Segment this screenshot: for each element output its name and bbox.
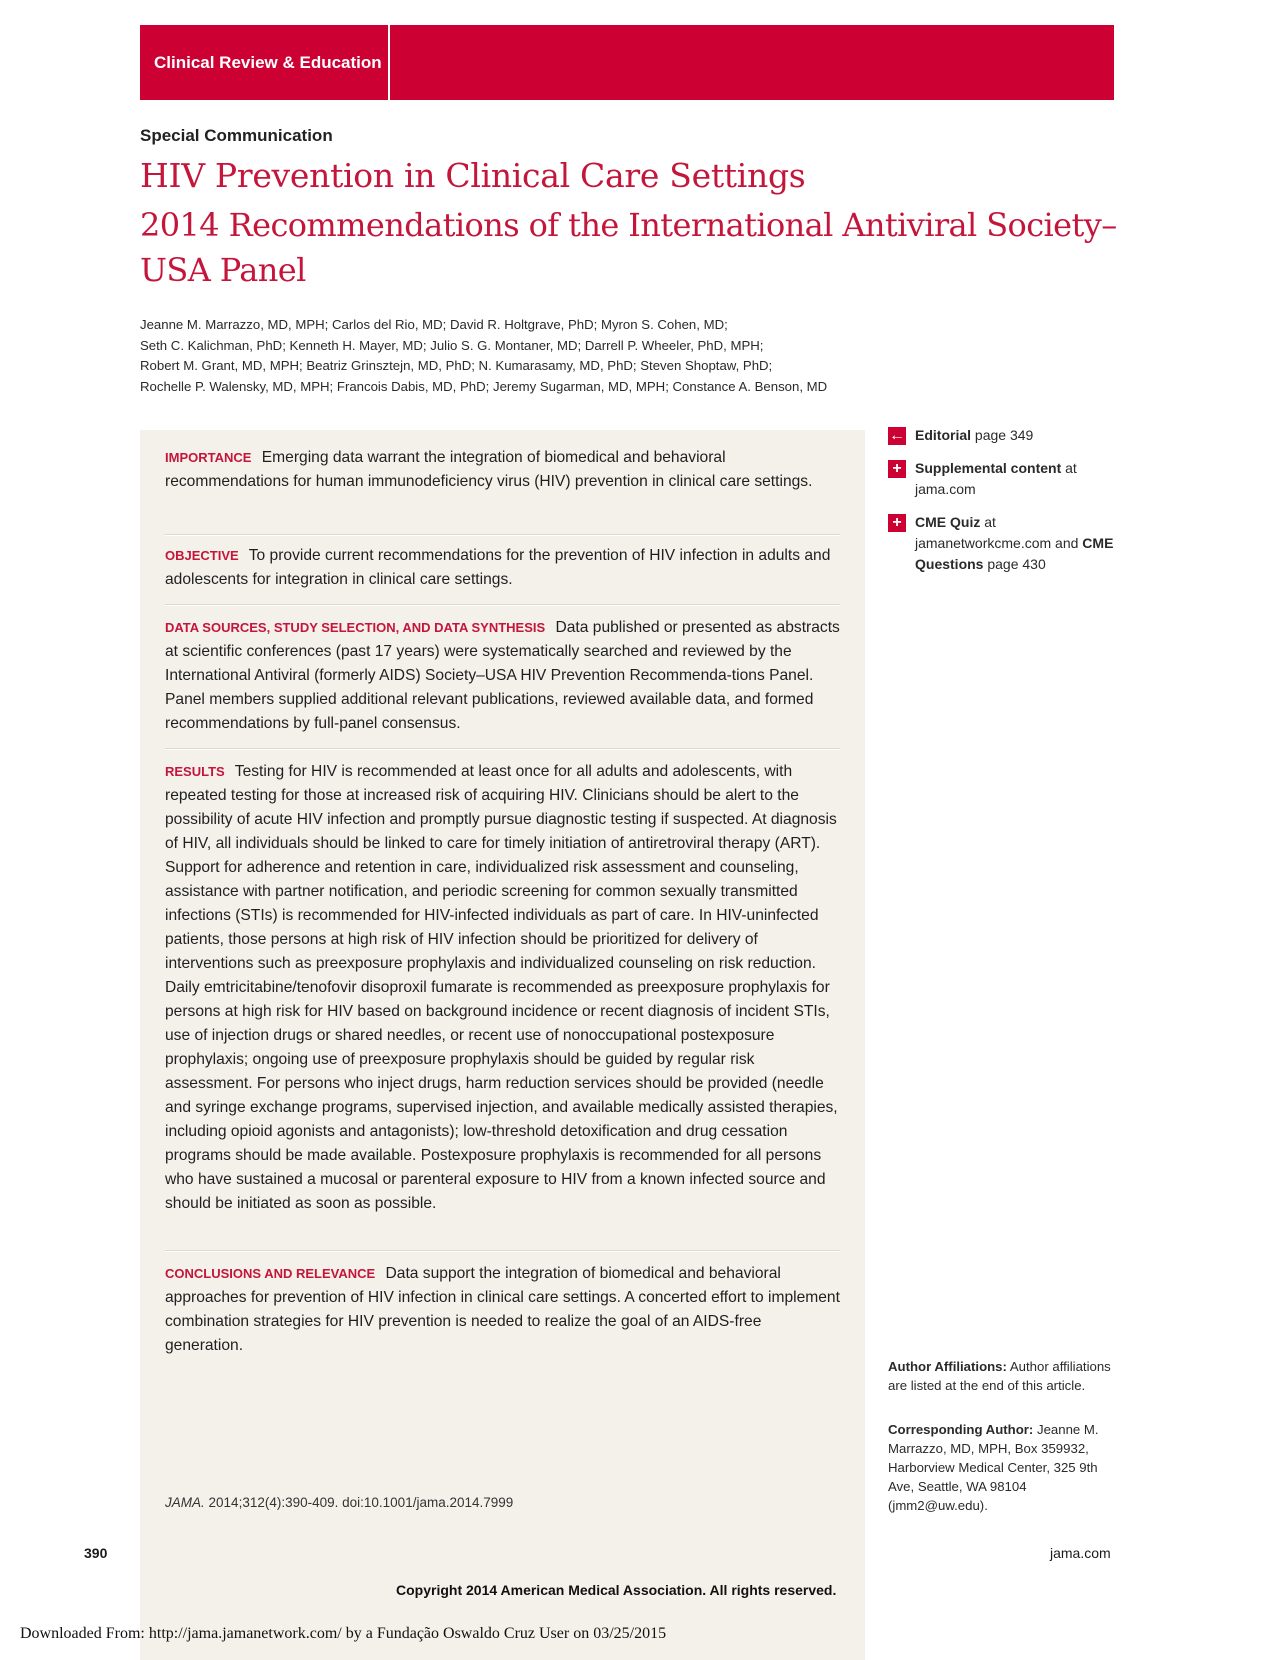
section-divider bbox=[165, 534, 840, 536]
section-divider bbox=[165, 604, 840, 606]
article-subtitle: 2014 Recommendations of the International Antiviral Society–USA Panel bbox=[140, 206, 1117, 289]
author-list bbox=[140, 315, 900, 397]
abstract-heading: RESULTS bbox=[165, 764, 225, 779]
section-header-label: Clinical Review & Education bbox=[140, 25, 390, 100]
abstract-objective bbox=[165, 544, 840, 592]
abstract-heading: CONCLUSIONS AND RELEVANCE bbox=[165, 1266, 376, 1281]
abstract-data-sources bbox=[165, 616, 840, 736]
cme-questions-page: page 430 bbox=[987, 556, 1046, 572]
corresponding-author bbox=[888, 1420, 1118, 1515]
affiliations-text: Author affiliations are listed at the end of this article. bbox=[888, 1359, 1111, 1393]
abstract-text: Data support the integration of biomedical and behavioral approaches for prevention of HIV infection in clinical care settings. A concerted effort to implement combination strategies for HIV prevention is needed to realize the goal of an AIDS-free generation. bbox=[165, 1265, 840, 1354]
section-header-bar bbox=[140, 25, 1114, 100]
cme-questions-label: CME Questions bbox=[915, 535, 1114, 572]
author-line: Robert M. Grant, MD, MPH; Beatriz Grinsztejn, MD, PhD; N. Kumarasamy, MD, PhD; Steven Shoptaw, PhD; bbox=[140, 358, 773, 373]
author-line: Jeanne M. Marrazzo, MD, MPH; Carlos del Rio, MD; David R. Holtgrave, PhD; Myron S. Cohen, MD; bbox=[140, 317, 728, 332]
section-divider bbox=[165, 748, 840, 750]
page-number: 390 bbox=[84, 1545, 108, 1561]
abstract-importance bbox=[165, 446, 840, 494]
abstract-text: Data published or presented as abstracts at scientific conferences (past 17 years) were systematically searched and reviewed by the International Antiviral (formerly AIDS) Society–USA HIV Prevention Recommenda-tions Panel. Panel members supplied additional relevant publications, reviewed available data, and formed recommendations by full-panel consensus. bbox=[165, 619, 840, 732]
supplemental-label: Supplemental content bbox=[915, 460, 1062, 476]
citation-details: 2014;312(4):390-409. doi:10.1001/jama.2014.7999 bbox=[208, 1495, 514, 1510]
corresponding-label: Corresponding Author: bbox=[888, 1422, 1034, 1437]
cme-quiz-label: CME Quiz bbox=[915, 514, 981, 530]
copyright-notice: Copyright 2014 American Medical Association. All rights reserved. bbox=[396, 1582, 837, 1598]
author-affiliations bbox=[888, 1357, 1118, 1395]
download-watermark: Downloaded From: http://jama.jamanetwork.com/ by a Fundação Oswaldo Cruz User on 03/25/2015 bbox=[20, 1625, 667, 1642]
citation bbox=[165, 1495, 513, 1510]
cme-quiz-location: at jamanetworkcme.com and bbox=[915, 514, 1079, 551]
abstract-box bbox=[140, 430, 865, 1660]
arrow-left-icon: ← bbox=[889, 427, 905, 444]
abstract-results bbox=[165, 760, 840, 1216]
supplemental-location: at jama.com bbox=[915, 460, 1077, 497]
abstract-heading: DATA SOURCES, STUDY SELECTION, AND DATA SYNTHESIS bbox=[165, 620, 546, 635]
abstract-text: Emerging data warrant the integration of biomedical and behavioral recommendations for human immunodeficiency virus (HIV) prevention in clinical care settings. bbox=[165, 449, 813, 490]
abstract-text: To provide current recommendations for the prevention of HIV infection in adults and adolescents for integration in clinical care settings. bbox=[165, 547, 831, 588]
article-type: Special Communication bbox=[140, 126, 333, 145]
author-line: Seth C. Kalichman, PhD; Kenneth H. Mayer, MD; Julio S. G. Montaner, MD; Darrell P. Wheeler, PhD, MPH; bbox=[140, 337, 764, 353]
abstract-heading: IMPORTANCE bbox=[165, 450, 252, 465]
plus-icon: + bbox=[888, 514, 906, 532]
editorial-page: page 349 bbox=[974, 427, 1034, 443]
corresponding-text: Jeanne M. Marrazzo, MD, MPH, Box 359932, Harborview Medical Center, 325 9th Ave, Seattle, WA 98104 (jmm2@uw.edu). bbox=[888, 1422, 1099, 1513]
affiliations-label: Author Affiliations: bbox=[888, 1359, 1007, 1374]
plus-icon: + bbox=[888, 460, 906, 478]
site-url[interactable]: jama.com bbox=[1050, 1545, 1111, 1561]
section-divider bbox=[165, 1250, 840, 1252]
editorial-label: Editorial bbox=[915, 427, 972, 443]
article-title: HIV Prevention in Clinical Care Settings bbox=[140, 156, 806, 195]
abstract-text: Testing for HIV is recommended at least once for all adults and adolescents, with repeated testing for those at increased risk of acquiring HIV. Clinicians should be alert to the possibility of acute HIV infection and promptly pursue diagnostic testing if suspected. At diagnosis of HIV, all individuals should be linked to care for timely initiation of antiretroviral therapy (ART). Support for adherence and retention in care, individualized risk assessment and counseling, assistance with partner notification, and periodic screening for common sexually transmitted infections (STIs) is recommended for HIV-infected individuals as part of care. In HIV-uninfected patients, those persons at high risk of HIV infection should be prioritized for delivery of interventions such as preexposure prophylaxis and individualized counseling on risk reduction. Daily emtricitabine/tenofovir disoproxil fumarate is recommended as preexposure prophylaxis for persons at high risk for HIV based on background incidence or recent diagnosis of incident STIs, use of injection drugs or shared needles, or recent use of nonoccupational postexposure prophylaxis; ongoing use of preexposure prophylaxis should be guided by regular risk assessment. For persons who inject drugs, harm reduction services should be provided (needle and syringe exchange programs, supervised injection, and available medically assisted therapies, including opioid agonists and antagonists); low-threshold detoxification and drug cessation programs should be made available. Postexposure prophylaxis is recommended for all persons who have sustained a mucosal or parenteral exposure to HIV from a known infected source and should be initiated as soon as possible. bbox=[165, 763, 838, 1212]
abstract-conclusions bbox=[165, 1262, 840, 1358]
citation-journal: JAMA. bbox=[165, 1495, 205, 1510]
abstract-heading: OBJECTIVE bbox=[165, 548, 239, 563]
author-line: Rochelle P. Walensky, MD, MPH; Francois Dabis, MD, PhD; Jeremy Sugarman, MD, MPH; Constance A. Benson, MD bbox=[140, 378, 828, 394]
